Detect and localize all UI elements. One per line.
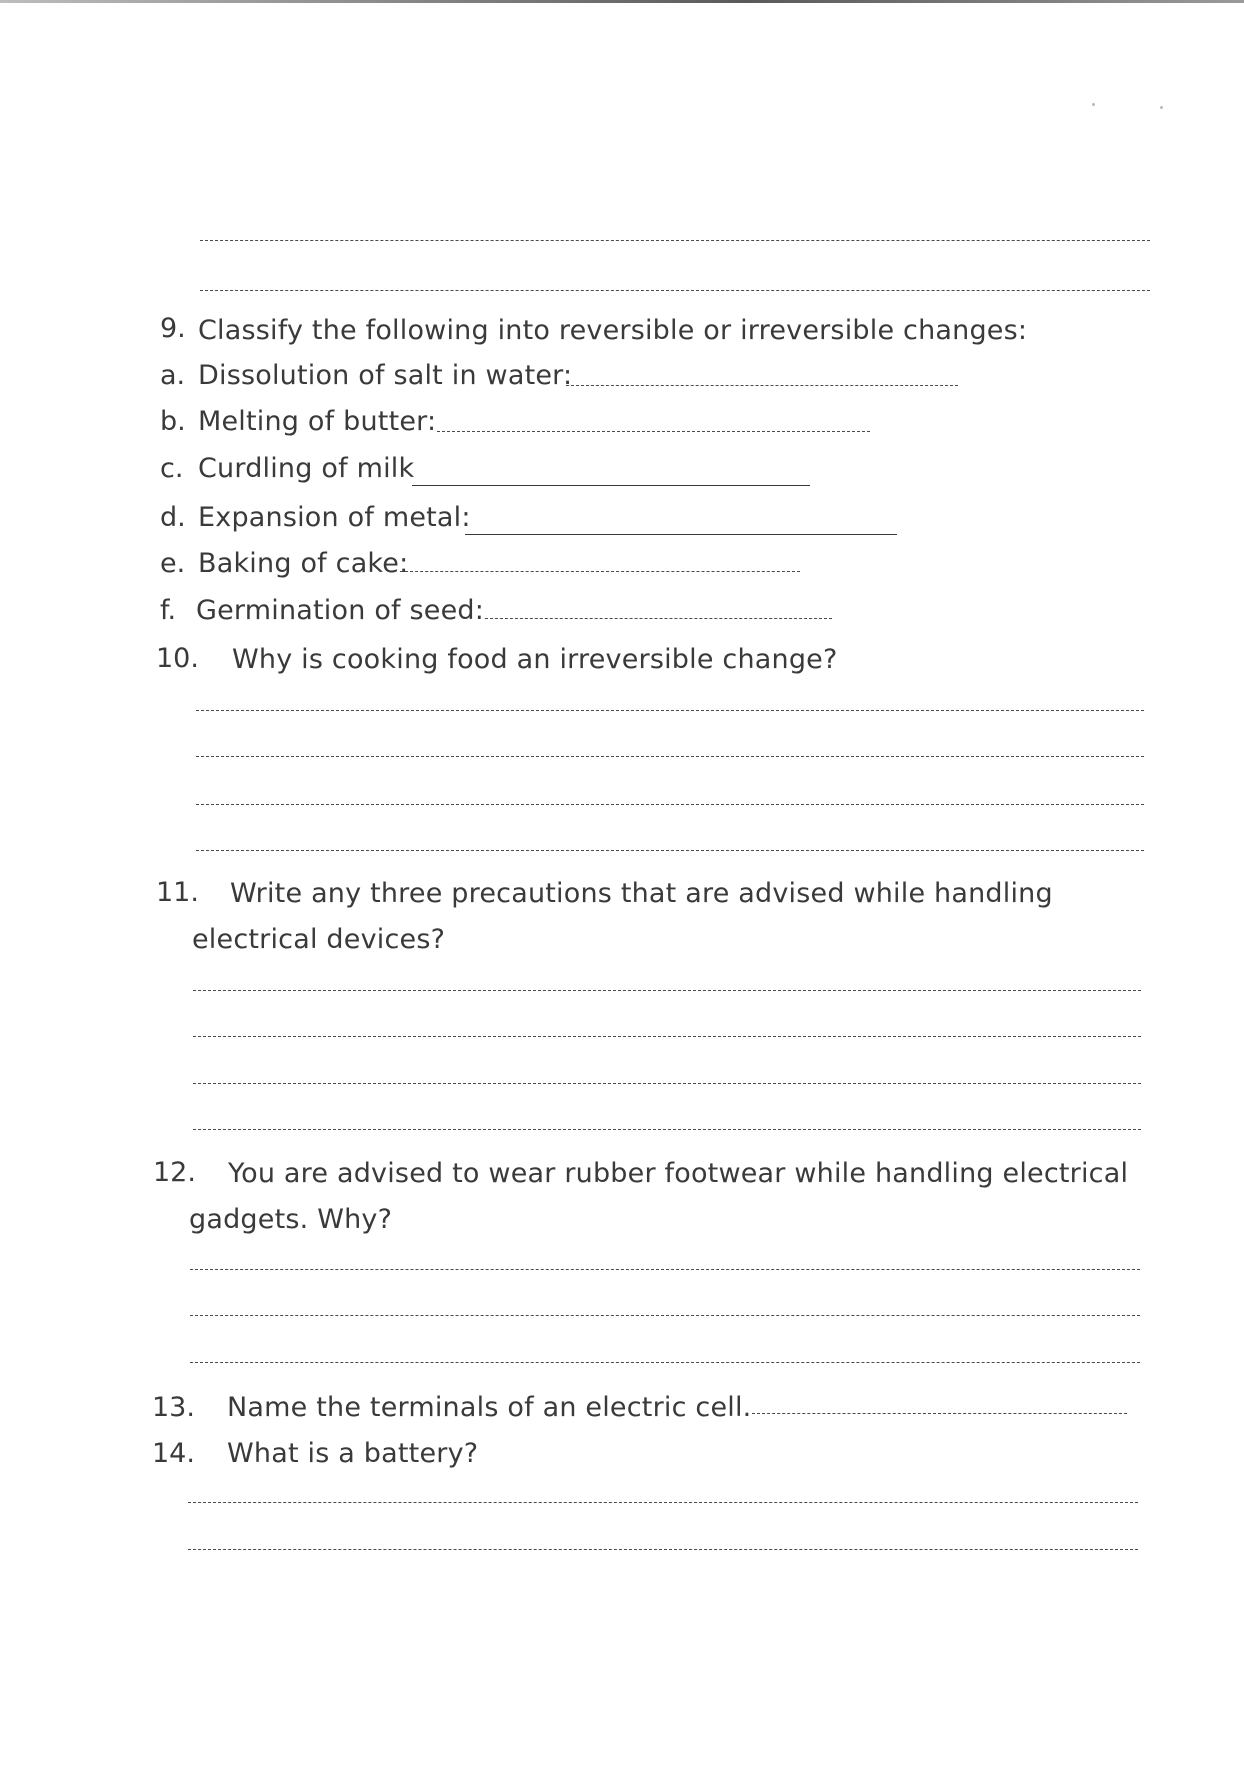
answer-blank-d[interactable] bbox=[465, 534, 897, 535]
question-text: You are advised to wear rubber footwear while handling electrical bbox=[228, 1158, 1129, 1189]
answer-blank-a[interactable] bbox=[566, 385, 958, 386]
question-text: Why is cooking food an irreversible change? bbox=[232, 644, 838, 675]
answer-line[interactable] bbox=[200, 240, 1150, 241]
question-number: 13. bbox=[152, 1392, 195, 1423]
question-number: 12. bbox=[153, 1157, 196, 1188]
item-letter: e. bbox=[160, 548, 186, 579]
answer-blank-b[interactable] bbox=[437, 431, 870, 432]
item-letter: f. bbox=[160, 595, 177, 626]
item-text: Dissolution of salt in water: bbox=[198, 360, 573, 391]
question-text-cont: electrical devices? bbox=[192, 924, 446, 955]
answer-line[interactable] bbox=[190, 1315, 1140, 1316]
scan-speck bbox=[1160, 106, 1163, 109]
answer-line[interactable] bbox=[193, 1083, 1141, 1084]
item-text: Curdling of milk bbox=[198, 453, 415, 484]
answer-line[interactable] bbox=[196, 756, 1144, 757]
answer-line[interactable] bbox=[196, 850, 1144, 851]
answer-line[interactable] bbox=[190, 1269, 1140, 1270]
question-number: 14. bbox=[152, 1438, 195, 1469]
question-text: Classify the following into reversible or irreversible changes: bbox=[198, 315, 1028, 346]
item-letter: b. bbox=[160, 406, 186, 437]
answer-blank[interactable] bbox=[752, 1413, 1127, 1414]
question-number: 9. bbox=[160, 313, 186, 344]
item-letter: a. bbox=[160, 360, 186, 391]
answer-line[interactable] bbox=[200, 290, 1150, 291]
question-text-cont: gadgets. Why? bbox=[189, 1204, 393, 1235]
answer-line[interactable] bbox=[193, 1036, 1141, 1037]
question-text: Write any three precautions that are advised while handling bbox=[230, 878, 1053, 909]
answer-line[interactable] bbox=[196, 710, 1144, 711]
item-text: Germination of seed: bbox=[196, 595, 485, 626]
page-top-edge bbox=[0, 0, 1244, 3]
question-number: 10. bbox=[156, 643, 199, 674]
answer-blank-c[interactable] bbox=[412, 485, 810, 486]
answer-line[interactable] bbox=[193, 990, 1141, 991]
scan-speck bbox=[1092, 103, 1095, 106]
item-text: Melting of butter: bbox=[198, 406, 437, 437]
question-text: Name the terminals of an electric cell. bbox=[227, 1392, 752, 1423]
item-text: Baking of cake: bbox=[198, 548, 409, 579]
answer-line[interactable] bbox=[193, 1129, 1141, 1130]
item-letter: d. bbox=[160, 502, 186, 533]
item-letter: c. bbox=[160, 453, 184, 484]
answer-line[interactable] bbox=[188, 1502, 1138, 1503]
answer-line[interactable] bbox=[188, 1549, 1138, 1550]
question-text: What is a battery? bbox=[227, 1438, 479, 1469]
answer-blank-e[interactable] bbox=[400, 571, 800, 572]
item-text: Expansion of metal: bbox=[198, 502, 471, 533]
answer-line[interactable] bbox=[190, 1362, 1140, 1363]
question-number: 11. bbox=[156, 877, 199, 908]
answer-blank-f[interactable] bbox=[485, 618, 832, 619]
answer-line[interactable] bbox=[196, 804, 1144, 805]
